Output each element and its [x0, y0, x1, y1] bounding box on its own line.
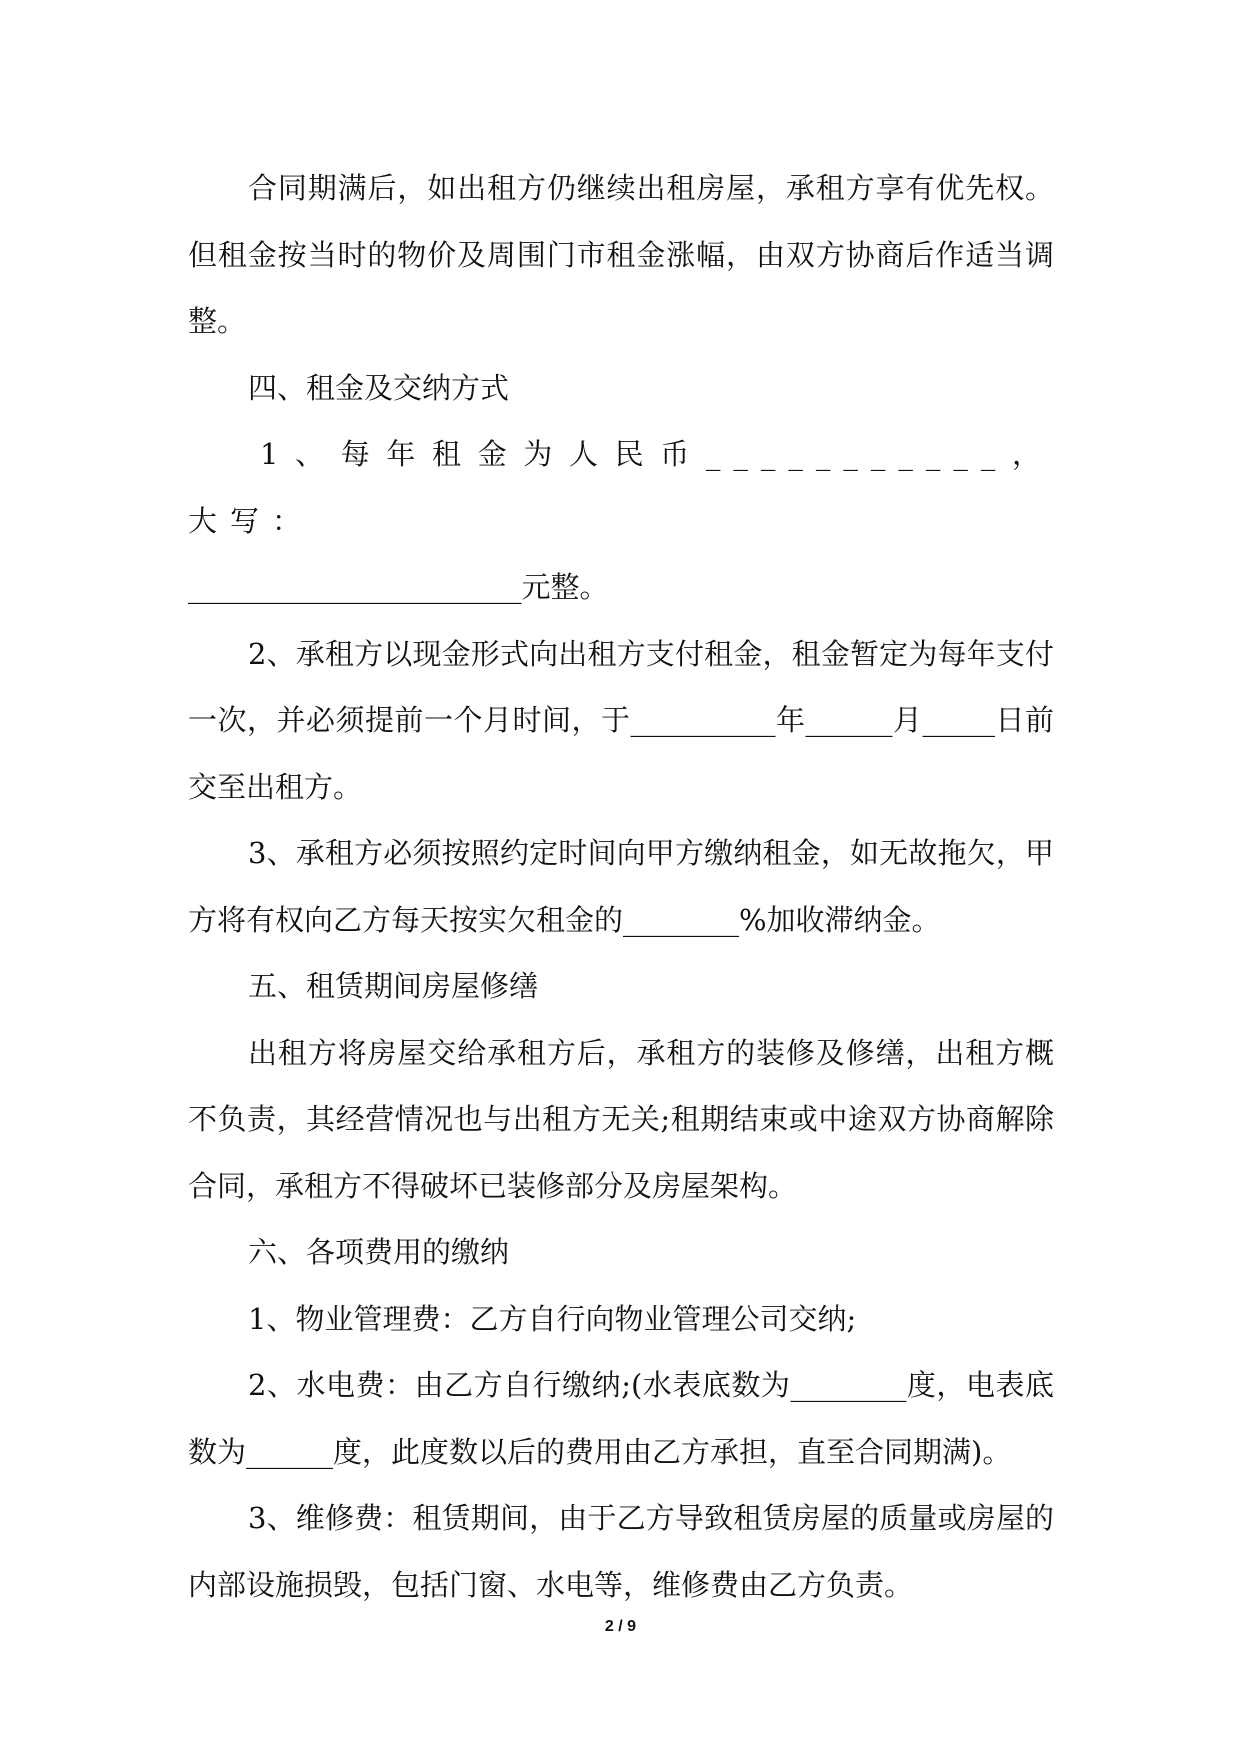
- paragraph-renewal-priority: 合同期满后，如出租方仍继续出租房屋，承租方享有优先权。但租金按当时的物价及周围门市租金涨幅，由双方协商后作适当调整。: [188, 171, 1054, 338]
- paragraph-late-fee: 3、承租方必须按照约定时间向甲方缴纳租金，如无故拖欠，甲方将有权向乙方每天按实欠租金的________%加收滞纳金。: [188, 836, 1054, 937]
- paragraph-utility-fee: 2、水电费：由乙方自行缴纳;(水表底数为________度，电表底数为______度，此度数以后的费用由乙方承担，直至合同期满)。: [188, 1368, 1054, 1469]
- section-heading-rent-payment: 四、租金及交纳方式: [248, 370, 510, 405]
- paragraph-annual-rent-uppercase: _______________________元整。: [188, 570, 609, 604]
- paragraph-maintenance-fee: 3、维修费：租赁期间，由于乙方导致租赁房屋的质量或房屋的内部设施损毁，包括门窗、水电等，维修费由乙方负责。: [188, 1501, 1054, 1602]
- document-body: [188, 155, 1054, 1618]
- section-heading-repairs: 五、租赁期间房屋修缮: [248, 969, 539, 1003]
- paragraph-property-fee: 1、物业管理费：乙方自行向物业管理公司交纳;: [248, 1301, 857, 1336]
- page-number: 2 / 9: [604, 1618, 637, 1635]
- paragraph-cash-payment: 2、承租方以现金形式向出租方支付租金，租金暂定为每年支付一次，并必须提前一个月时间，于__________年______月_____日前交至出租方。: [188, 636, 1054, 804]
- paragraph-repairs-responsibility: 出租方将房屋交给承租方后，承租方的装修及修缮，出租方概不负责，其经营情况也与出租方无关;租期结束或中途双方协商解除合同，承租方不得破坏已装修部分及房屋架构。: [188, 1035, 1054, 1203]
- paragraph-annual-rent: 1、每年租金为人民币___________，大写：: [188, 437, 1054, 538]
- section-heading-fees: 六、各项费用的缴纳: [248, 1235, 510, 1269]
